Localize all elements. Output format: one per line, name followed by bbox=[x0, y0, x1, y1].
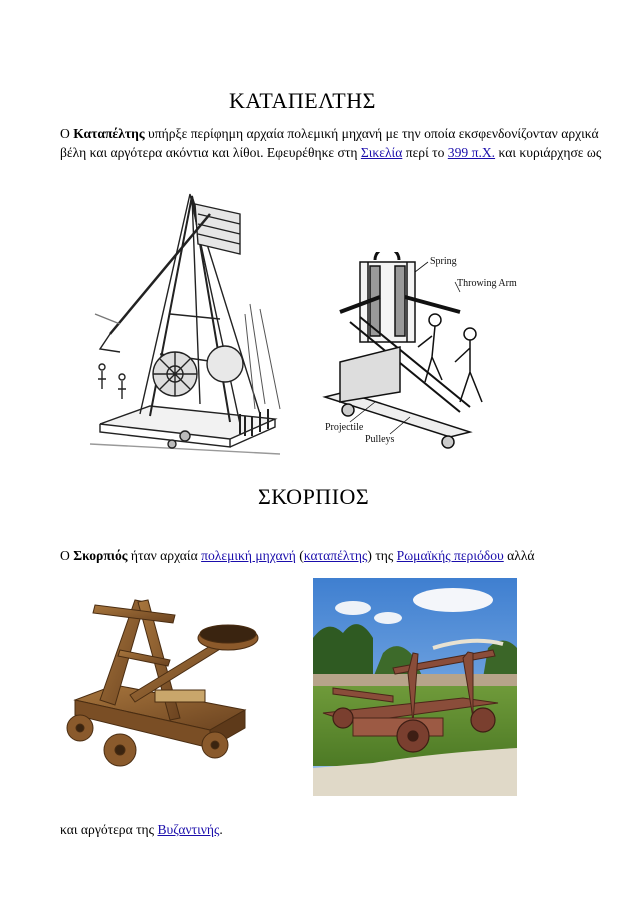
link-romaikis-periodou[interactable]: Ρωμαϊκής περιόδου bbox=[396, 548, 504, 563]
link-399-bc[interactable]: 399 π.Χ. bbox=[447, 145, 496, 160]
wooden-catapult-render bbox=[60, 590, 260, 780]
text: Ο bbox=[60, 548, 74, 563]
heading-katapeltis: ΚΑΤΑΠΕΛΤΗΣ bbox=[229, 88, 376, 113]
paragraph-skorpios-line1 bbox=[60, 545, 535, 567]
text: περί το bbox=[402, 145, 448, 160]
text: . bbox=[219, 822, 223, 837]
label-spring: Spring bbox=[430, 256, 457, 267]
text: αλλά bbox=[503, 548, 535, 563]
text: βέλη και αργότερα ακόντια και λίθοι. Εφευρέθηκε στη bbox=[60, 145, 361, 160]
trebuchet-sketch-image bbox=[80, 174, 290, 474]
link-katapeltis[interactable]: καταπέλτης bbox=[303, 548, 368, 563]
paragraph-katapeltis-line2 bbox=[60, 142, 601, 164]
paragraph-skorpios-line2 bbox=[60, 819, 223, 841]
text: και κυριάρχησε ως bbox=[495, 145, 602, 160]
text: ) της bbox=[367, 548, 397, 563]
text: υπήρξε περίφημη αρχαία πολεμική μηχανή με την οποία εκσφενδονίζονταν αρχικά bbox=[144, 126, 599, 141]
text: ήταν αρχαία bbox=[127, 548, 202, 563]
catapult-labeled-diagram bbox=[320, 252, 520, 452]
label-pulleys: Pulleys bbox=[365, 434, 395, 445]
label-projectile: Projectile bbox=[325, 422, 364, 433]
link-sikelia[interactable]: Σικελία bbox=[360, 145, 403, 160]
catapult-field-photo bbox=[313, 578, 517, 796]
bold-term: Σκορπιός bbox=[73, 548, 128, 563]
label-throwing-arm: Throwing Arm bbox=[457, 278, 517, 289]
text: και αργότερα της bbox=[60, 822, 158, 837]
link-vyzantinis[interactable]: Βυζαντινής bbox=[157, 822, 220, 837]
text: Ο bbox=[60, 126, 74, 141]
link-polemiki-mixani[interactable]: πολεμική μηχανή bbox=[201, 548, 296, 563]
heading-skorpios: ΣΚΟΡΠΙΟΣ bbox=[258, 484, 370, 509]
text: ( bbox=[295, 548, 304, 563]
bold-term: Καταπέλτης bbox=[73, 126, 145, 141]
